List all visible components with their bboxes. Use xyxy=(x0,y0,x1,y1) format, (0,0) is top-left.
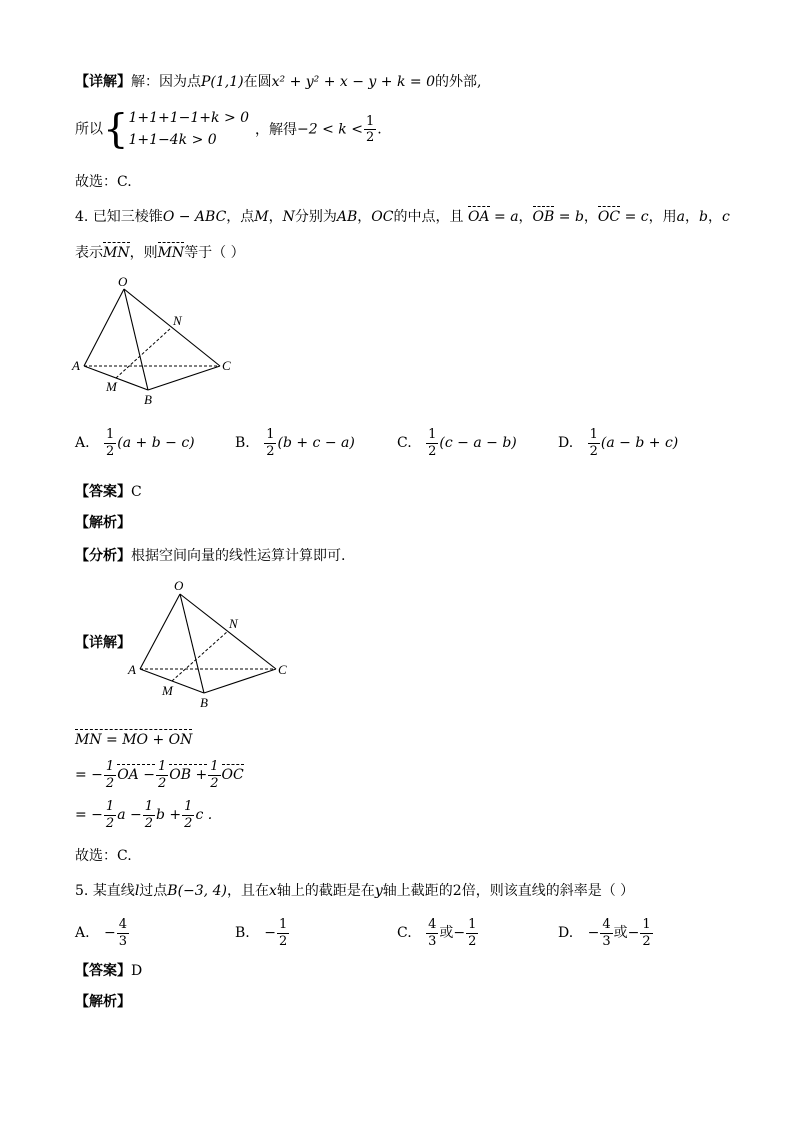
numerator: 1 xyxy=(210,759,219,774)
fraction xyxy=(466,918,478,948)
q4-eq1 xyxy=(75,733,192,747)
edge-bc xyxy=(204,669,276,693)
option-letter: D. xyxy=(558,435,574,452)
q4-choose: 故选：C. xyxy=(75,848,132,864)
text: 表示 xyxy=(75,245,103,261)
denominator: 2 xyxy=(144,815,154,831)
option-expression: (c − a − b) xyxy=(439,435,517,452)
option-letter: B. xyxy=(235,435,250,452)
option-letter: C. xyxy=(397,925,412,942)
denominator: 3 xyxy=(428,933,437,949)
point-n: N xyxy=(282,209,295,225)
segment-ab: AB xyxy=(336,209,358,225)
edge-bc xyxy=(148,366,220,390)
fraction xyxy=(104,760,116,790)
sign: − xyxy=(587,925,600,942)
sign: − xyxy=(104,925,116,942)
tetrahedron: O − ABC xyxy=(162,209,227,225)
numerator: 4 xyxy=(118,917,128,932)
point-b: B(−3, 4) xyxy=(167,883,227,899)
edge-ob xyxy=(180,594,204,693)
point-p: P(1,1) xyxy=(201,74,244,90)
text: ， xyxy=(268,209,283,225)
fraction xyxy=(426,918,438,948)
inequality-1: 1+1+1−1+k > 0 xyxy=(128,110,250,126)
axis-x: x xyxy=(268,883,277,899)
q5-analysis-tag: 【解析】 xyxy=(75,994,131,1010)
label-b: B xyxy=(200,695,208,710)
fraction xyxy=(143,800,155,830)
segment-mn-hidden xyxy=(172,631,228,681)
vector-equation: MN = MO + ON xyxy=(75,732,193,748)
option-letter: D. xyxy=(558,925,574,942)
inequality-system xyxy=(128,108,249,151)
text: 的中点，且 xyxy=(393,209,464,225)
q5-stem xyxy=(75,884,634,898)
denominator: 2 xyxy=(210,775,219,791)
q5-answer xyxy=(75,964,142,978)
denominator: 2 xyxy=(266,443,275,459)
q3-choose: 故选：C. xyxy=(75,174,132,190)
q4-option-d xyxy=(558,428,678,458)
fraction xyxy=(277,918,289,948)
edge-ob xyxy=(124,289,148,390)
segment-mn-hidden xyxy=(116,327,172,378)
fenxi-text: 根据空间向量的线性运算计算即可. xyxy=(131,548,346,564)
text: 的外部, xyxy=(435,74,482,90)
label-n: N xyxy=(173,313,182,328)
numerator: 1 xyxy=(589,427,598,442)
q4-option-b xyxy=(235,428,355,458)
text: ，解得 xyxy=(255,121,298,138)
text: 某直线 xyxy=(92,883,135,899)
q4-analysis-tag: 【解析】 xyxy=(75,515,131,531)
fenxi-tag: 【分析】 xyxy=(75,548,131,564)
term-b: b + xyxy=(156,807,182,824)
edge-oa xyxy=(84,289,124,366)
text: ，则 xyxy=(129,245,158,261)
vector-c: c xyxy=(721,209,730,225)
text: ，点 xyxy=(226,209,255,225)
text: ，且在 xyxy=(226,883,269,899)
vector-mn: MN xyxy=(103,245,130,261)
text: . xyxy=(377,121,382,138)
q4-answer xyxy=(75,485,142,499)
q4-option-c xyxy=(397,428,517,458)
line-l: l xyxy=(134,883,140,899)
label-o: O xyxy=(174,578,184,593)
text: 在圆 xyxy=(243,74,272,90)
q4-detail-tag: 【详解】 xyxy=(75,635,131,651)
denominator: 2 xyxy=(589,443,598,459)
text: 等于（ ） xyxy=(184,245,245,261)
text: 倍，则该直线的斜率是（ ） xyxy=(461,883,635,899)
denominator: 3 xyxy=(602,933,611,949)
label-m: M xyxy=(106,379,117,394)
fraction xyxy=(264,428,276,458)
label-a: A xyxy=(128,662,136,677)
numerator: 1 xyxy=(105,799,115,814)
denominator: 2 xyxy=(468,933,477,949)
answer-value: C xyxy=(131,484,142,500)
numerator: 1 xyxy=(428,427,437,442)
axis-y: y xyxy=(374,883,383,899)
text: 过点 xyxy=(139,883,168,899)
text: 分别为 xyxy=(294,209,337,225)
text: 已知三棱锥 xyxy=(92,209,163,225)
fraction xyxy=(117,918,129,948)
term-c: c . xyxy=(195,807,213,824)
numerator: 4 xyxy=(428,917,437,932)
numerator: 1 xyxy=(278,917,288,932)
vector-oc: OC xyxy=(597,209,621,225)
numerator: 1 xyxy=(105,759,115,774)
text: 轴上的截距是在 xyxy=(276,883,375,899)
denominator: 2 xyxy=(365,130,375,146)
fraction xyxy=(182,800,194,830)
detail-tag: 【详解】 xyxy=(75,74,131,90)
option-letter: A. xyxy=(75,435,90,452)
text: = − xyxy=(75,767,103,784)
q3-detail-line xyxy=(75,75,481,89)
text: 解：因为点 xyxy=(131,74,201,90)
q4-stem-line1: 4. 已知三棱锥O − ABC，点M，N分别为AB，OC的中点，且 OA = a，OB = b，OC = c，用a，b，c xyxy=(75,209,730,225)
option-expression: (a − b + c) xyxy=(600,435,679,452)
brace-icon: { xyxy=(103,106,129,153)
fraction xyxy=(208,760,220,790)
numerator: 1 xyxy=(184,799,193,814)
or-text: 或− xyxy=(613,925,640,942)
fraction xyxy=(104,428,116,458)
text: = − xyxy=(75,807,103,824)
answer-tag: 【答案】 xyxy=(75,484,131,500)
vector-oa: OA xyxy=(467,209,490,225)
tetrahedron-figure xyxy=(70,274,240,408)
label-b: B xyxy=(144,392,152,407)
denominator: 2 xyxy=(184,815,193,831)
denominator: 2 xyxy=(278,933,288,949)
answer-tag: 【答案】 xyxy=(75,963,131,979)
q4-option-a xyxy=(75,428,195,458)
label-c: C xyxy=(278,662,287,677)
label-c: C xyxy=(222,358,231,373)
numerator: 1 xyxy=(106,427,115,442)
denominator: 2 xyxy=(428,443,437,459)
label-a: A xyxy=(72,358,80,373)
denominator: 2 xyxy=(105,775,115,791)
denominator: 2 xyxy=(157,775,167,791)
option-letter: C. xyxy=(397,435,412,452)
option-letter: B. xyxy=(235,925,250,942)
denominator: 2 xyxy=(105,815,115,831)
q3-system-line xyxy=(75,108,382,151)
segment-oc: OC xyxy=(371,209,394,225)
q5-option-a xyxy=(75,918,130,948)
inequality-2: 1+1−4k > 0 xyxy=(128,131,217,148)
fraction xyxy=(588,428,600,458)
option-expression: (a + b − c) xyxy=(117,435,195,452)
denominator: 2 xyxy=(106,443,115,459)
vector-b: b xyxy=(698,209,708,225)
option-expression: (b + c − a) xyxy=(277,435,355,452)
denominator: 2 xyxy=(642,933,651,949)
fraction xyxy=(426,428,438,458)
multiple: 2 xyxy=(452,883,462,899)
circle-equation: x² + y² + x − y + k = 0 xyxy=(271,74,435,90)
or-text: 或− xyxy=(439,925,466,942)
term-a: a − xyxy=(117,807,142,824)
tetrahedron-figure-2 xyxy=(126,576,296,710)
question-number: 5. xyxy=(75,883,89,899)
vector-a: a xyxy=(510,209,519,225)
sign: − xyxy=(264,925,276,942)
numerator: 1 xyxy=(157,759,167,774)
edge-oa xyxy=(140,594,180,669)
vector-ob: OB xyxy=(532,209,555,225)
fraction xyxy=(600,918,612,948)
q4-fenxi xyxy=(75,549,345,563)
term-oa: OA − xyxy=(117,767,155,784)
q4-eq3 xyxy=(75,800,212,830)
vector-b: b xyxy=(574,209,584,225)
label-m: M xyxy=(162,683,173,698)
term-oc: OC xyxy=(221,767,244,784)
fraction xyxy=(104,800,116,830)
q5-option-d xyxy=(558,918,654,948)
question-number: 4. xyxy=(75,209,89,225)
denominator: 3 xyxy=(118,933,128,949)
text: ， xyxy=(357,209,372,225)
numerator: 4 xyxy=(602,917,611,932)
k-range: −2 < k < xyxy=(297,121,363,138)
q4-eq2 xyxy=(75,760,244,790)
term-ob: OB + xyxy=(169,767,208,784)
edge-oc xyxy=(180,594,276,669)
label-o: O xyxy=(118,274,128,289)
q5-option-c xyxy=(397,918,479,948)
text: 轴上截距的 xyxy=(382,883,453,899)
numerator: 1 xyxy=(642,917,651,932)
numerator: 1 xyxy=(468,917,477,932)
q5-option-b xyxy=(235,918,290,948)
point-m: M xyxy=(254,209,269,225)
q4-stem-line2 xyxy=(75,246,245,260)
option-letter: A. xyxy=(75,925,90,942)
vector-c: c xyxy=(640,209,649,225)
numerator: 1 xyxy=(365,113,375,129)
label-n: N xyxy=(229,616,238,631)
vector-mn: MN xyxy=(157,245,185,261)
fraction xyxy=(364,115,376,145)
text: 所以 xyxy=(75,121,103,138)
numerator: 1 xyxy=(144,799,154,814)
answer-value: D xyxy=(131,963,143,979)
text: ，用 xyxy=(648,209,677,225)
fraction xyxy=(156,760,168,790)
fraction xyxy=(640,918,652,948)
numerator: 1 xyxy=(266,427,275,442)
vector-a: a xyxy=(676,209,685,225)
